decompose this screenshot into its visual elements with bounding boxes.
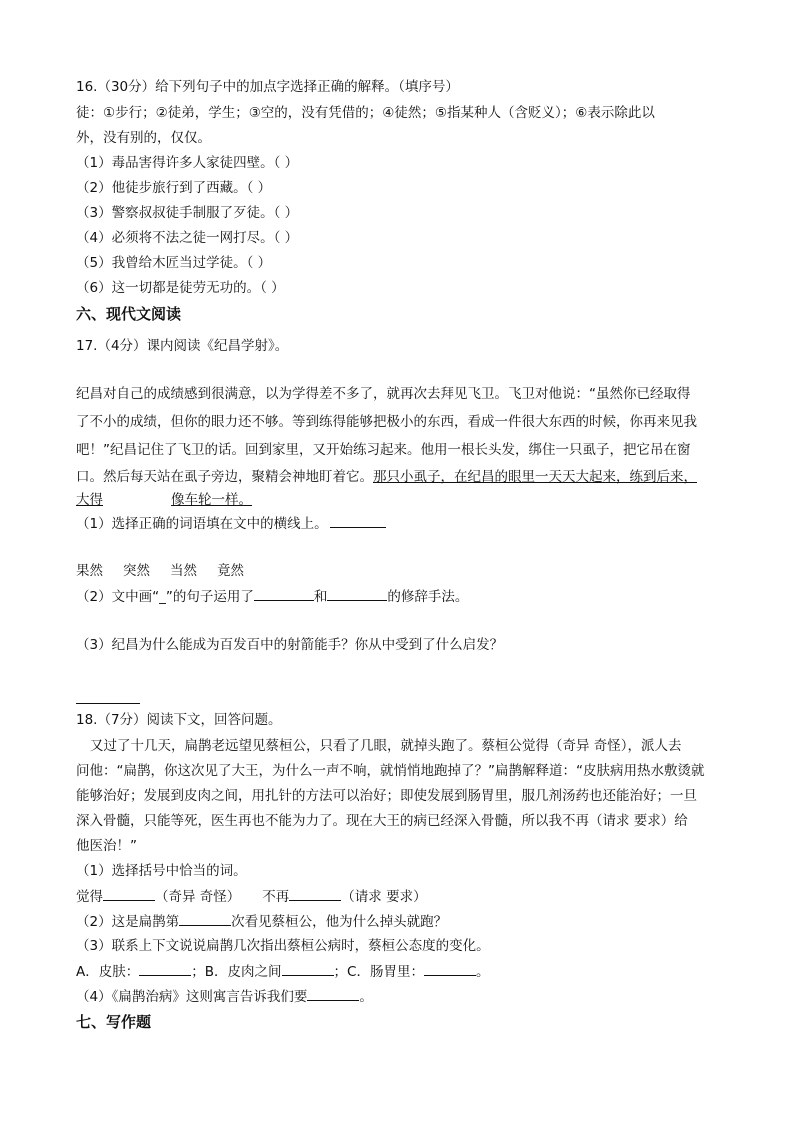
q18-sub2 (76, 911, 447, 932)
q17-passage-line5-mid: 像车轮一样 (171, 492, 239, 508)
q18-sub1-line (76, 886, 427, 907)
q17-passage-line5-start: 大得 (76, 492, 103, 508)
q18-sub3: （3）联系上下文说说扁鹊几次指出蔡桓公病时，蔡桓公态度的变化。 (76, 938, 490, 954)
q18-sub4-end: 。 (359, 989, 373, 1005)
q17-passage-line3: 吧！”纪昌记住了飞卫的话。回到家里，又开始练习起来。他用一根长头发，绑住一只虱子，把它吊在窗 (76, 442, 691, 458)
q17-header: 17.（4分）课内阅读《纪昌学射》。 (76, 338, 289, 354)
q18-sub1-blank-2[interactable] (289, 886, 341, 901)
q17-fill-blank[interactable] (107, 490, 167, 504)
q17-sub2-text-c: 的修辞手法。 (387, 589, 469, 605)
q16-item-1: （1）毒品害得许多人家徒四壁。（ ） (76, 155, 299, 171)
q18-header: 18.（7分）阅读下文，回答问题。 (76, 712, 282, 728)
q17-option-3: 当然 (170, 563, 197, 579)
q18-sub1: （1）选择括号中恰当的词。 (76, 863, 247, 879)
q16-item-4: （4）必须将不法之徒一网打尽。（ ） (76, 230, 299, 246)
q16-meanings-line1: 徒：①步行；②徒弟，学生；③空的，没有凭借的；④徒然；⑤指某种人（含贬义）；⑥表示除此以 (76, 105, 655, 121)
q17-options (76, 561, 264, 581)
q18-sub3-label-a: A．皮肤： (76, 964, 140, 980)
q18-sub3-label-b: ；B．皮肉之间 (191, 964, 282, 980)
q18-sub3-end: 。 (475, 964, 490, 980)
q17-passage-line5-end: 。 (238, 492, 252, 508)
q18-sub3-blank-c[interactable] (424, 961, 476, 976)
q18-sub4 (76, 986, 373, 1007)
q17-sub2-text-a: （2）文中画“_”的句子运用了 (76, 589, 254, 605)
q18-passage-line1: 又过了十几天，扁鹊老远望见蔡桓公，只看了几眼，就掉头跑了。蔡桓公觉得（奇异 奇怪），派人去 (90, 738, 682, 754)
q18-sub4-blank[interactable] (307, 986, 359, 1001)
q18-sub1-choices-a: （奇异 奇怪） (155, 889, 241, 905)
q18-sub1-choices-b: （请求 要求） (341, 889, 427, 905)
q18-sub2-blank[interactable] (179, 911, 231, 926)
q17-sub2-blank-2[interactable] (327, 586, 387, 601)
q17-passage-line4 (76, 467, 697, 487)
q18-sub1-blank-1[interactable] (103, 886, 155, 901)
q18-passage-line2: 问他：“扁鹊，你这次见了大王，为什么一声不响，就悄悄地跑掉了？”扁鹊解释道：“皮肤病用热水敷烫就 (76, 763, 705, 779)
q17-sub1 (76, 513, 386, 534)
q17-option-2: 突然 (123, 563, 150, 579)
q17-passage-line2: 了不小的成绩，但你的眼力还不够。等到练得能够把极小的东西，看成一件很大东西的时候，你再来见我 (76, 414, 697, 430)
q16-item-5: （5）我曾给木匠当过学徒。（ ） (76, 255, 272, 271)
q17-sub2-text-b: 和 (313, 589, 328, 605)
q18-passage-line3: 能够治好；发展到皮肉之间，用扎针的方法可以治好；即使发展到肠胃里，服几剂汤药也还能治好；一旦 (76, 788, 697, 804)
q18-sub3-label-c: ；C．肠胃里： (333, 964, 424, 980)
q17-option-1: 果然 (76, 563, 103, 579)
q18-passage-line5: 他医治！” (76, 838, 137, 854)
q17-sub2-blank-1[interactable] (254, 586, 314, 601)
q18-sub2-text-b: 次看见蔡桓公，他为什么掉头就跑？ (231, 914, 448, 930)
q16-header: 16.（30分）给下列句子中的加点字选择正确的解释。（填序号） (76, 79, 459, 95)
q17-sub1-text: （1）选择正确的词语填在文中的横线上。 (76, 516, 328, 532)
q18-sub1-word-a: 觉得 (76, 889, 103, 905)
q18-sub3-blank-b[interactable] (282, 961, 334, 976)
q17-answer-line[interactable] (76, 703, 140, 704)
q16-item-2: （2）他徒步旅行到了西藏。（ ） (76, 180, 272, 196)
q18-sub1-word-b: 不再 (262, 889, 290, 905)
q18-sub3-blank-a[interactable] (139, 961, 191, 976)
q17-sub2 (76, 586, 468, 607)
q17-option-4: 竟然 (217, 563, 244, 579)
q18-sub4-text: （4）《扁鹊治病》这则寓言告诉我们要 (76, 989, 308, 1005)
q17-sub3: （3）纪昌为什么能成为百发百中的射箭能手？你从中受到了什么启发？ (76, 637, 504, 653)
q18-sub2-text-a: （2）这是扁鹊第 (76, 914, 180, 930)
q16-item-3: （3）警察叔叔徒手制服了歹徒。（ ） (76, 205, 299, 221)
q17-passage-line1: 纪昌对自己的成绩感到很满意，以为学得差不多了，就再次去拜见飞卫。飞卫对他说：“虽然你已经取得 (76, 386, 691, 402)
q17-passage-line4-plain: 口。然后每天站在虱子旁边，聚精会神地盯着它。 (76, 469, 373, 485)
q17-underlined-sentence: 那只小虱子，在纪昌的眼里一天天大起来，练到后来， (373, 469, 697, 485)
section-6-title: 六、现代文阅读 (76, 305, 182, 323)
section-7-title: 七、写作题 (76, 1013, 152, 1031)
q16-item-6: （6）这一切都是徒劳无功的。（ ） (76, 280, 285, 296)
q17-passage-line5 (76, 490, 252, 510)
q17-sub1-answer-blank[interactable] (330, 513, 386, 528)
q16-meanings-line2: 外，没有别的，仅仅。 (76, 130, 211, 146)
q18-sub3-answers (76, 961, 489, 982)
q18-passage-line4: 深入骨髓，只能等死，医生再也不能为力了。现在大王的病已经深入骨髓，所以我不再（请求 要求）给 (76, 813, 688, 829)
